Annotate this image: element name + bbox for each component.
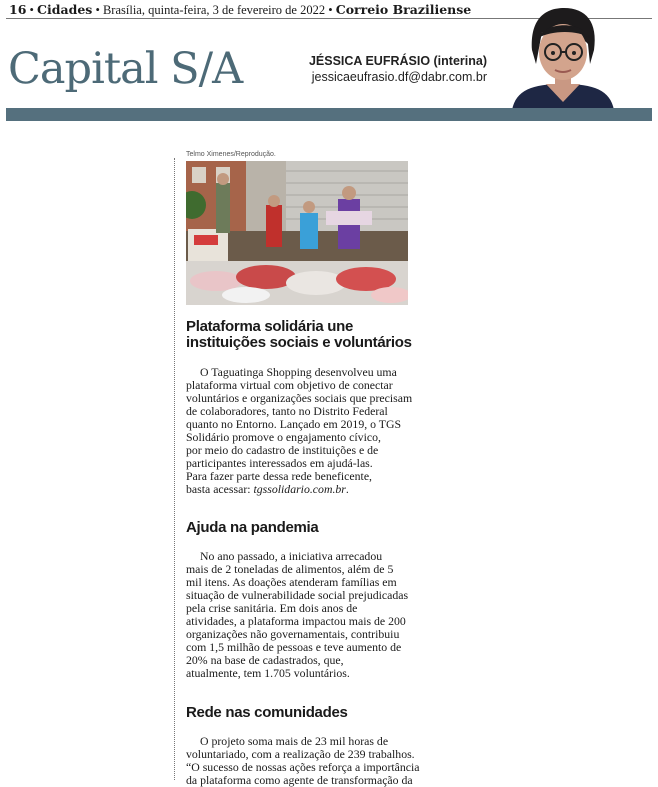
body-line: situação de vulnerabilidade social prejudicadas <box>186 588 409 602</box>
body-line: O projeto soma mais de 23 mil horas de <box>200 734 389 748</box>
article-2 <box>186 520 408 536</box>
body-line: plataforma virtual com objetivo de conectar <box>186 378 393 392</box>
article-2-body <box>186 550 408 680</box>
photo-credit: Telmo Ximenes/Reprodução. <box>186 151 276 158</box>
body-line: participantes interessados em ajudá-las. <box>186 456 373 470</box>
website-link[interactable]: tgssolidario.com.br <box>253 482 346 496</box>
body-line: voluntários e organizações sociais que precisam <box>186 391 413 405</box>
body-line: Solidário promove o engajamento cívico, <box>186 430 381 444</box>
page-header <box>9 2 471 18</box>
article-1-title <box>186 318 412 351</box>
body-line: mais de 2 toneladas de alimentos, além de 5 <box>186 562 394 576</box>
body-line: quanto no Entorno. Lançado em 2019, o TGS <box>186 417 402 431</box>
author-portrait <box>508 4 618 110</box>
body-line: O Taguatinga Shopping desenvolveu uma <box>200 365 397 379</box>
body-line: pela crise sanitária. Em dois anos de <box>186 601 358 615</box>
page-number: 16 <box>9 2 27 17</box>
column-title: Capital S/A <box>8 44 243 94</box>
body-line: No ano passado, a iniciativa arrecadou <box>200 549 383 563</box>
body-line: Para fazer parte dessa rede beneficente, <box>186 469 373 483</box>
author-email: jessicaeufrasio.df@dabr.com.br <box>311 70 487 84</box>
body-line: organizações não governamentais, contribuiu <box>186 627 400 641</box>
body-line: 20% na base de cadastrados, que, <box>186 653 344 667</box>
header-bullet: • <box>29 3 34 17</box>
body-line: de colaboradores, tanto no Distrito Federal <box>186 404 388 418</box>
article-1-title-line: instituições sociais e voluntários <box>186 334 412 351</box>
body-line: atualmente, tem 1.705 voluntários. <box>186 666 350 680</box>
article-3-body <box>186 734 420 787</box>
body-line: mil itens. As doações atenderam famílias em <box>186 575 397 589</box>
column-divider <box>174 158 175 780</box>
section-name: Cidades <box>37 2 93 17</box>
author-name: JÉSSICA EUFRÁSIO (interina) <box>308 54 487 68</box>
body-line: “O sucesso de nossas ações reforça a importância <box>186 760 420 774</box>
article-1-body <box>186 365 413 496</box>
article-photo <box>186 161 408 305</box>
header-bullet: • <box>328 3 333 17</box>
article-1-title-line: Plataforma solidária une <box>186 318 354 335</box>
body-line: voluntariado, com a realização de 239 trabalhos. <box>186 747 415 761</box>
article-2-title: Ajuda na pandemia <box>186 519 319 536</box>
body-line: com 1,5 milhão de pessoas e teve aumento de <box>186 640 402 654</box>
header-bullet: • <box>95 3 100 17</box>
newspaper-name: Correio Braziliense <box>335 2 472 17</box>
body-line: atividades, a plataforma impactou mais de 200 <box>186 614 406 628</box>
dateline: Brasília, quinta-feira, 3 de fevereiro de 2022 <box>102 3 326 17</box>
column-banner-bar <box>6 108 652 121</box>
body-line: da plataforma como agente de transformação da <box>186 773 413 787</box>
article-1 <box>186 318 412 351</box>
article-3-title: Rede nas comunidades <box>186 704 348 721</box>
body-line: basta acessar: tgssolidario.com.br. <box>186 482 349 496</box>
body-line: por meio do cadastro de instituições e de <box>186 443 379 457</box>
article-3 <box>186 705 408 721</box>
